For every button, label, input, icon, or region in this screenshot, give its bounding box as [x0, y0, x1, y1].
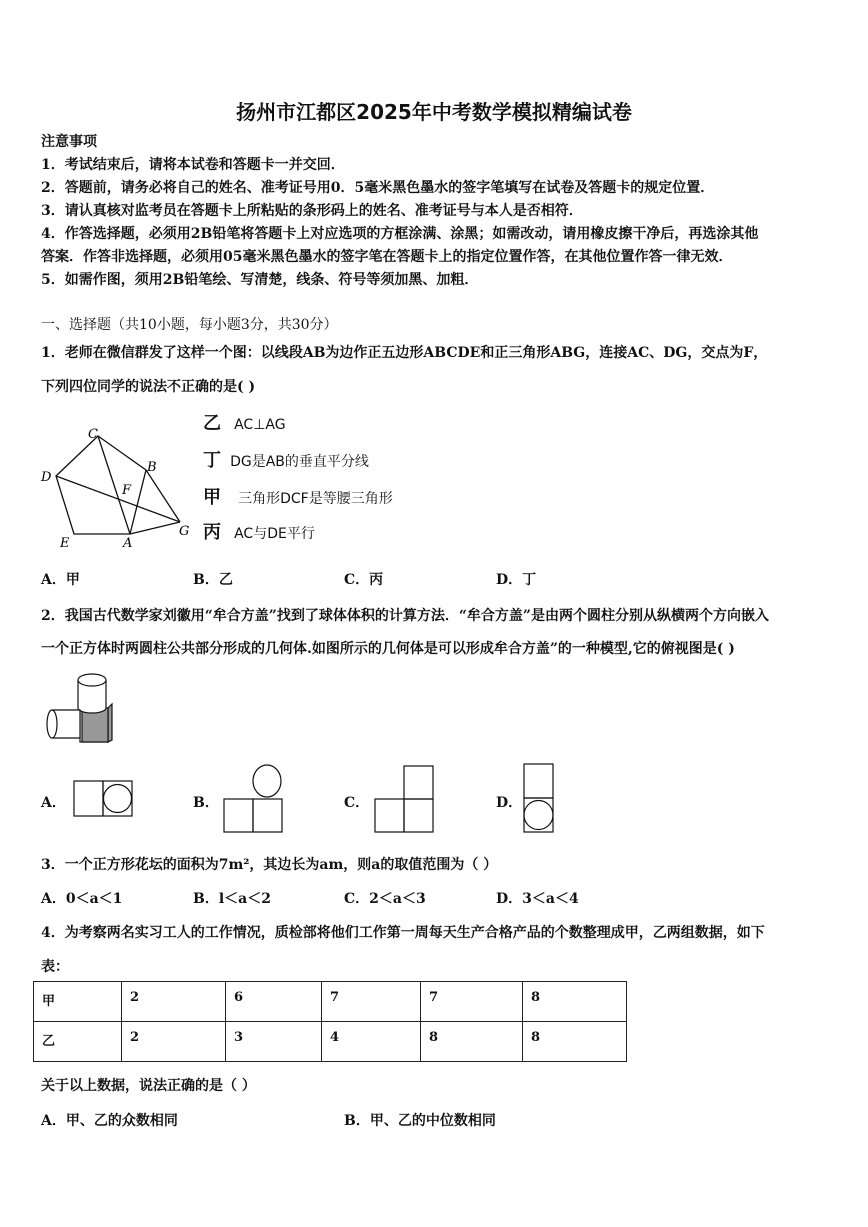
question-4-text: 4．为考察两名实习工人的工作情况，质检部将他们工作第一周每天生产合格产品的个数整理成甲，乙两组数据，如下	[41, 925, 765, 941]
q1-option-c[interactable]: C．丙	[344, 572, 384, 588]
q1-option-a[interactable]: A．甲	[41, 572, 80, 588]
statement-text: DG是AB的垂直平分线	[230, 454, 369, 470]
q4-option-b[interactable]: B．甲、乙的中位数相同	[344, 1113, 496, 1129]
page-title: 扬州市江都区2025年中考数学模拟精编试卷	[236, 100, 632, 124]
table-row	[34, 982, 627, 1022]
table-cell: 8	[523, 982, 627, 1022]
q3-option-b[interactable]: B．l＜a＜2	[193, 891, 271, 907]
notice-item: 答案．作答非选择题，必须用05毫米黑色墨水的签字笔在答题卡上的指定位置作答，在其他位置作答一律无效．	[41, 249, 733, 265]
q1-option-b[interactable]: B．乙	[193, 572, 233, 588]
q2-option-c[interactable]: C．	[344, 795, 370, 811]
statement-row	[203, 483, 393, 509]
notice-item: 5．如需作图，须用2B铅笔绘、写清楚，线条、符号等须加黑、加粗．	[41, 272, 479, 288]
q2-option-b[interactable]: B．	[193, 795, 219, 811]
table-cell: 甲	[34, 982, 122, 1022]
q1-option-d[interactable]: D．丁	[496, 572, 537, 588]
question-2-text: 2．我国古代数学家刘徽用“牟合方盖”找到了球体体积的计算方法．“牟合方盖”是由两个圆柱分别从纵横两个方向嵌入	[41, 608, 769, 624]
question-1-text: 1．老师在微信群发了这样一个图：以线段AB为边作正五边形ABCDE和正三角形ABG，连接AC、DG，交点为F，	[41, 345, 768, 361]
data-table	[33, 981, 627, 1062]
notice-item: 4．作答选择题，必须用2B铅笔将答题卡上对应选项的方框涂满、涂黑；如需改动，请用橡皮擦干净后，再选涂其他	[41, 226, 759, 242]
table-cell: 8	[523, 1022, 627, 1062]
statement-row	[203, 409, 286, 435]
table-cell: 2	[122, 1022, 226, 1062]
label-g: G	[179, 524, 190, 539]
table-cell: 3	[226, 1022, 322, 1062]
student-name: 丙	[203, 522, 221, 543]
notice-item: 1．考试结束后，请将本试卷和答题卡一并交回．	[41, 157, 345, 173]
q3-option-a[interactable]: A．0＜a＜1	[41, 891, 123, 907]
table-cell: 7	[322, 982, 421, 1022]
notice-item: 2．答题前，请务必将自己的姓名、准考证号用0．5毫米黑色墨水的签字笔填写在试卷及答题卡的规定位置．	[41, 180, 715, 196]
label-e: E	[60, 536, 70, 551]
notice-heading: 注意事项	[41, 134, 97, 150]
student-name: 丁	[203, 450, 221, 471]
table-cell: 乙	[34, 1022, 122, 1062]
statement-row	[203, 518, 315, 544]
q2-option-d[interactable]: D．	[496, 795, 523, 811]
q3-option-c[interactable]: C．2＜a＜3	[344, 891, 426, 907]
solid-figure	[44, 670, 116, 748]
option-b-figure	[222, 764, 284, 834]
section-heading: 一、选择题（共10小题，每小题3分，共30分）	[41, 317, 338, 333]
label-d: D	[41, 470, 52, 485]
question-3-text: 3．一个正方形花坛的面积为7m²，其边长为am，则a的取值范围为（ ）	[41, 857, 498, 873]
label-b: B	[147, 460, 157, 475]
table-cell: 6	[226, 982, 322, 1022]
question-4-text: 表：	[41, 959, 69, 975]
label-c: C	[88, 427, 98, 442]
statement-text: AC与DE平行	[234, 526, 315, 542]
q3-option-d[interactable]: D．3＜a＜4	[496, 891, 579, 907]
question-4-prompt: 关于以上数据，说法正确的是（ ）	[41, 1078, 256, 1094]
label-f: F	[122, 483, 132, 498]
table-cell: 4	[322, 1022, 421, 1062]
pentagon-figure	[38, 424, 198, 554]
statement-row	[203, 446, 369, 472]
table-cell: 7	[421, 982, 523, 1022]
student-name: 甲	[203, 487, 221, 508]
q4-option-a[interactable]: A．甲、乙的众数相同	[41, 1113, 178, 1129]
statement-text: 三角形DCF是等腰三角形	[238, 491, 393, 507]
table-row	[34, 1022, 627, 1062]
student-name: 乙	[203, 413, 221, 434]
table-cell: 8	[421, 1022, 523, 1062]
q2-option-a[interactable]: A．	[41, 795, 66, 811]
label-a: A	[123, 536, 133, 551]
statement-text: AC⊥AG	[234, 417, 286, 433]
table-cell: 2	[122, 982, 226, 1022]
option-a-figure	[73, 780, 135, 818]
option-c-figure	[373, 764, 435, 834]
question-1-text: 下列四位同学的说法不正确的是( )	[41, 379, 256, 395]
option-d-figure	[522, 762, 556, 834]
question-2-text: 一个正方体时两圆柱公共部分形成的几何体.如图所示的几何体是可以形成牟合方盖”的一种模型,它的俯视图是( )	[41, 641, 735, 657]
notice-item: 3．请认真核对监考员在答题卡上所粘贴的条形码上的姓名、准考证号与本人是否相符．	[41, 203, 583, 219]
